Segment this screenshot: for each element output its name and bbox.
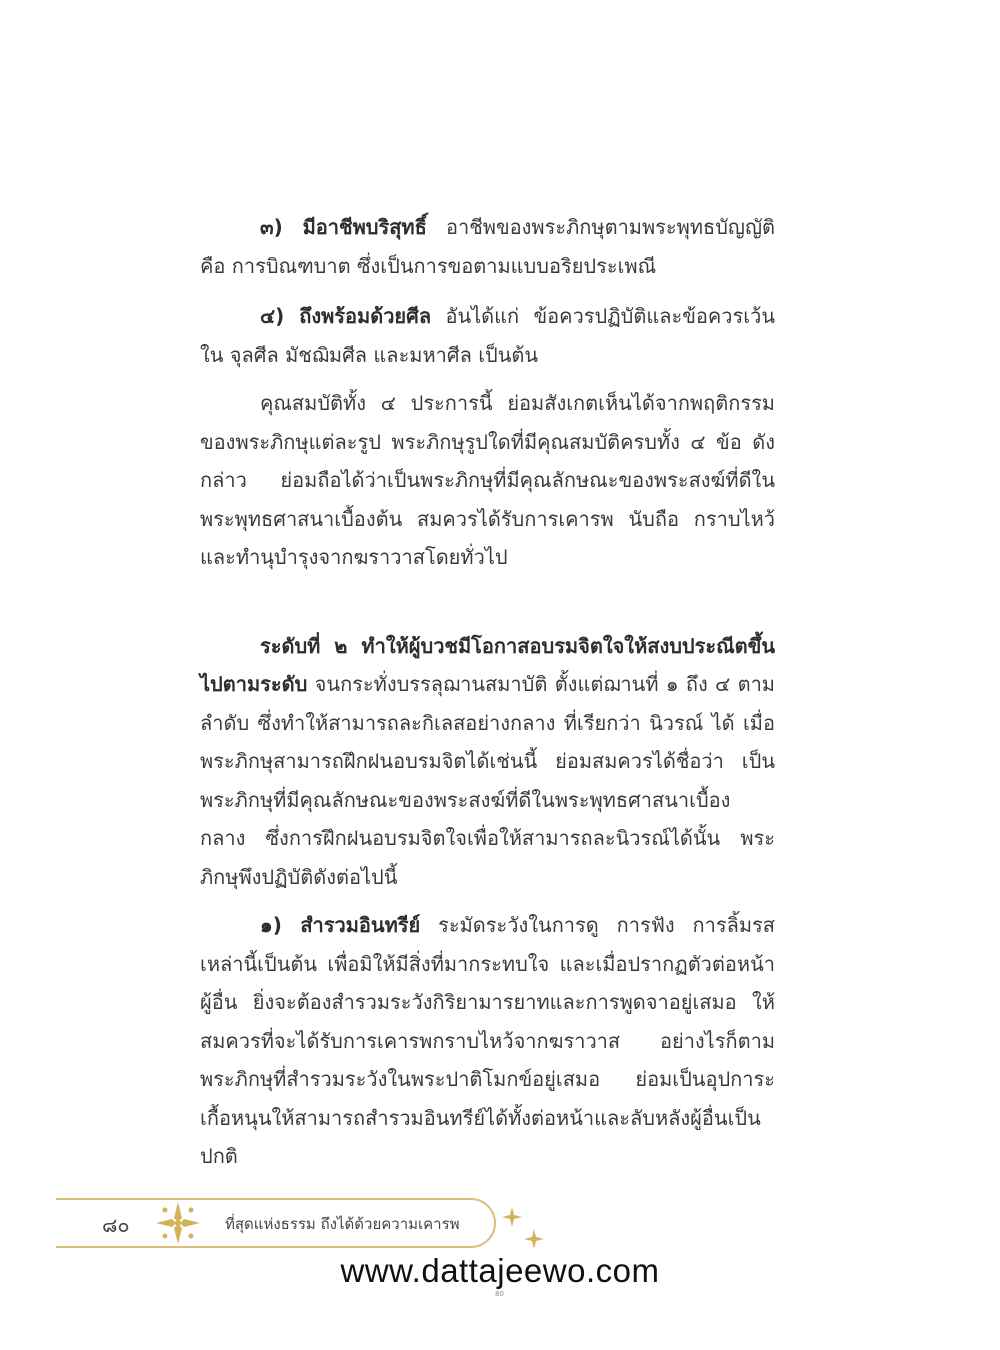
paragraph-1-text: อาชีพของพระภิกษุตามพระพุทธบัญญัติ คือ การบิณฑบาต ซึ่งเป็นการขอตามแบบอริยประเพณี [200,215,775,278]
paragraph-4-heading: ระดับที่ ๒ ทำให้ผู้บวชมีโอกาสอบรมจิตใจให้สงบประณีตขึ้นไปตามระดับ [200,633,775,696]
paragraph-5-heading: ๑) สำรวมอินทรีย์ [260,913,421,937]
paragraph-1-heading: ๓) มีอาชีพบริสุทธิ์ [260,215,427,239]
paragraph-5 [200,906,775,1176]
paragraph-2-text: อันได้แก่ ข้อควรปฏิบัติและข้อควรเว้น ใน จุลศีล มัชฌิมศีล และมหาศีล เป็นต้น [200,304,776,367]
paragraph-4-text: จนกระทั่งบรรลุฌานสมาบัติ ตั้งแต่ฌานที่ ๑ ถึง ๔ ตามลำดับ ซึ่งทำให้สามารถละกิเลสอย่างกลาง ที่เรียกว่า นิวรณ์ ได้ เมื่อพระภิกษุสามารถฝึกฝนอบรมจิตได้เช่นนี้ ย่อมสมควรได้ชื่อว่า เป็นพระภิกษุที่มีคุณลักษณะของพระสงฆ์ที่ดีในพระพุทธศาสนาเบื้องกลาง ซึ่งการฝึกฝนอบรมจิตใจเพื่อให้สามารถละนิวรณ์ได้นั้น พระภิกษุพึงปฏิบัติดังต่อไปนี้ [200,672,775,889]
paragraph-1 [200,208,775,285]
sparkle-icon [500,1205,546,1251]
page-body [200,208,775,1176]
paragraph-4 [200,627,775,897]
paragraph-2-heading: ๔) ถึงพร้อมด้วยศีล [260,304,432,328]
paragraph-5-text: ระมัดระวังในการดู การฟัง การลิ้มรส เหล่านี้เป็นต้น เพื่อมิให้มีสิ่งที่มากระทบใจ และเมื่อปรากฏตัวต่อหน้าผู้อื่น ยิ่งจะต้องสำรวมระวังกิริยามารยาทและการพูดจาอยู่เสมอ ให้สมควรที่จะได้รับการเคารพกราบไหว้จากฆราวาส อย่างไรก็ตาม พระภิกษุที่สำรวมระวังในพระปาติโมกข์อยู่เสมอ ย่อมเป็นอุปการะเกื้อหนุนให้สามารถสำรวมอินทรีย์ได้ทั้งต่อหน้าและลับหลังผู้อื่นเป็นปกติ [200,913,775,1168]
book-title: ที่สุดแห่งธรรม ถึงได้ด้วยความเคารพ [225,1215,460,1233]
paragraph-2 [200,297,775,374]
website-url: www.dattajeewo.com [340,1252,660,1289]
paragraph-3 [200,384,775,577]
tiny-page-mark: 80 [495,1290,504,1298]
star-ornament-icon [152,1198,204,1248]
paragraph-3-text: คุณสมบัติทั้ง ๔ ประการนี้ ย่อมสังเกตเห็นได้จากพฤติกรรมของพระภิกษุแต่ละรูป พระภิกษุรูปใดที่มีคุณสมบัติครบทั้ง ๔ ข้อ ดังกล่าว ย่อมถือได้ว่าเป็นพระภิกษุที่มีคุณลักษณะของพระสงฆ์ที่ดีในพระพุทธศาสนาเบื้องต้น สมควรได้รับการเคารพ นับถือ กราบไหว้ และทำนุบำรุงจากฆราวาสโดยทั่วไป [200,391,775,569]
page-number: ๘๐ [102,1213,130,1237]
